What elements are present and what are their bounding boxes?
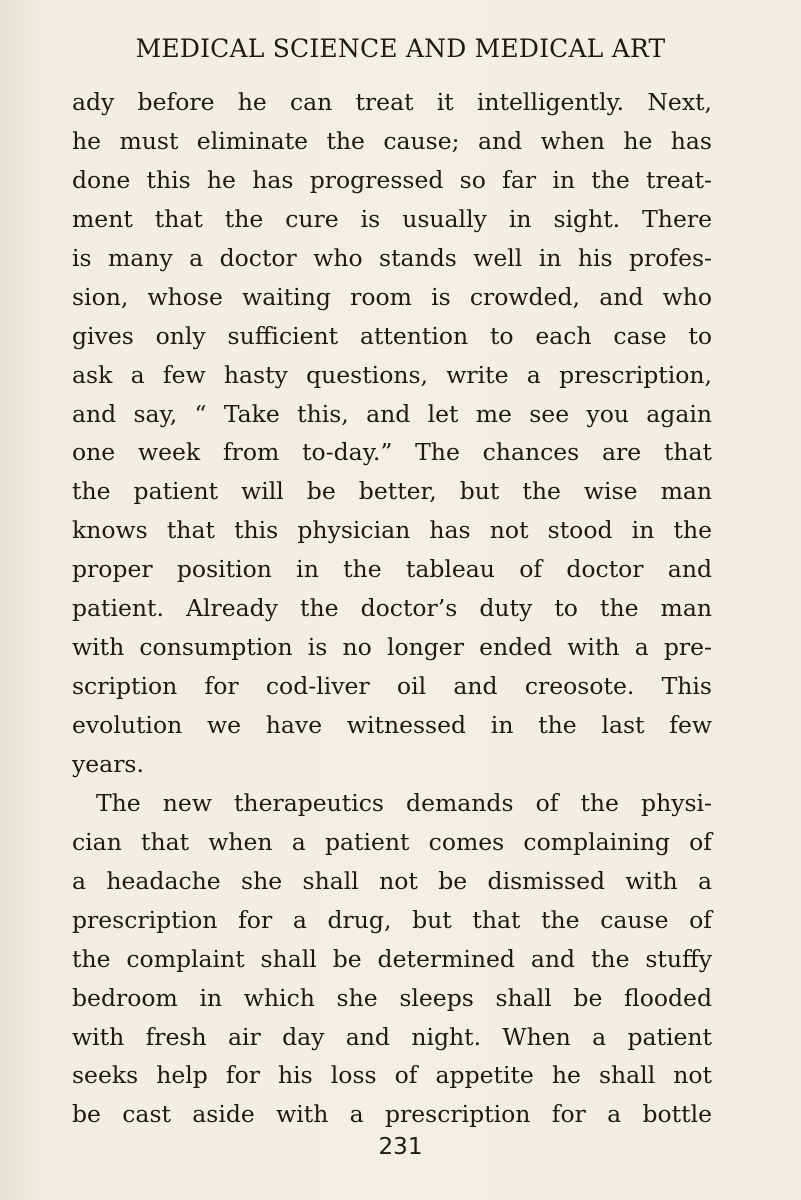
text-line: bedroom in which she sleeps shall be flooded (72, 983, 712, 1012)
text-line: knows that this physician has not stood in the (72, 516, 712, 545)
text-line: be cast aside with a prescription for a bottle (72, 1100, 712, 1129)
text-line: ady before he can treat it intelligently. Next, (72, 88, 712, 116)
text-line: cian that when a patient comes complaining of (72, 827, 712, 856)
text-line: The new therapeutics demands of the physi- (96, 788, 712, 817)
text-line: ment that the cure is usually in sight. There (72, 204, 712, 233)
text-line: ask a few hasty questions, write a prescription, (72, 360, 712, 389)
text-line: sion, whose waiting room is crowded, and who (72, 282, 712, 311)
text-line: seeks help for his loss of appetite he shall not (72, 1061, 712, 1090)
text-line: patient. Already the doctor’s duty to the man (72, 594, 712, 623)
text-line: he must eliminate the cause; and when he has (72, 126, 712, 155)
text-line: a headache she shall not be dismissed with a (72, 866, 712, 895)
text-line: proper position in the tableau of doctor and (72, 555, 712, 584)
text-line: is many a doctor who stands well in his profes- (72, 243, 712, 272)
running-head: MEDICAL SCIENCE AND MEDICAL ART (135, 34, 666, 63)
page-number: 231 (378, 1134, 423, 1160)
text-line: and say, “ Take this, and let me see you again (72, 399, 712, 428)
text-line: prescription for a drug, but that the cause of (72, 905, 712, 934)
text-line: gives only sufficient attention to each case to (72, 321, 712, 350)
text-line: evolution we have witnessed in the last few (72, 711, 712, 739)
text-line: the patient will be better, but the wise man (72, 477, 712, 506)
body-text (72, 83, 712, 1134)
text-line: the complaint shall be determined and the stuffy (72, 944, 712, 973)
text-line: with fresh air day and night. When a patient (72, 1022, 712, 1051)
text-line: years. (72, 749, 144, 778)
text-line: one week from to-day.” The chances are that (72, 438, 712, 467)
text-line: scription for cod-liver oil and creosote. This (72, 672, 712, 701)
text-line: with consumption is no longer ended with a pre- (72, 633, 712, 662)
text-line: done this he has progressed so far in the treat- (72, 165, 712, 194)
